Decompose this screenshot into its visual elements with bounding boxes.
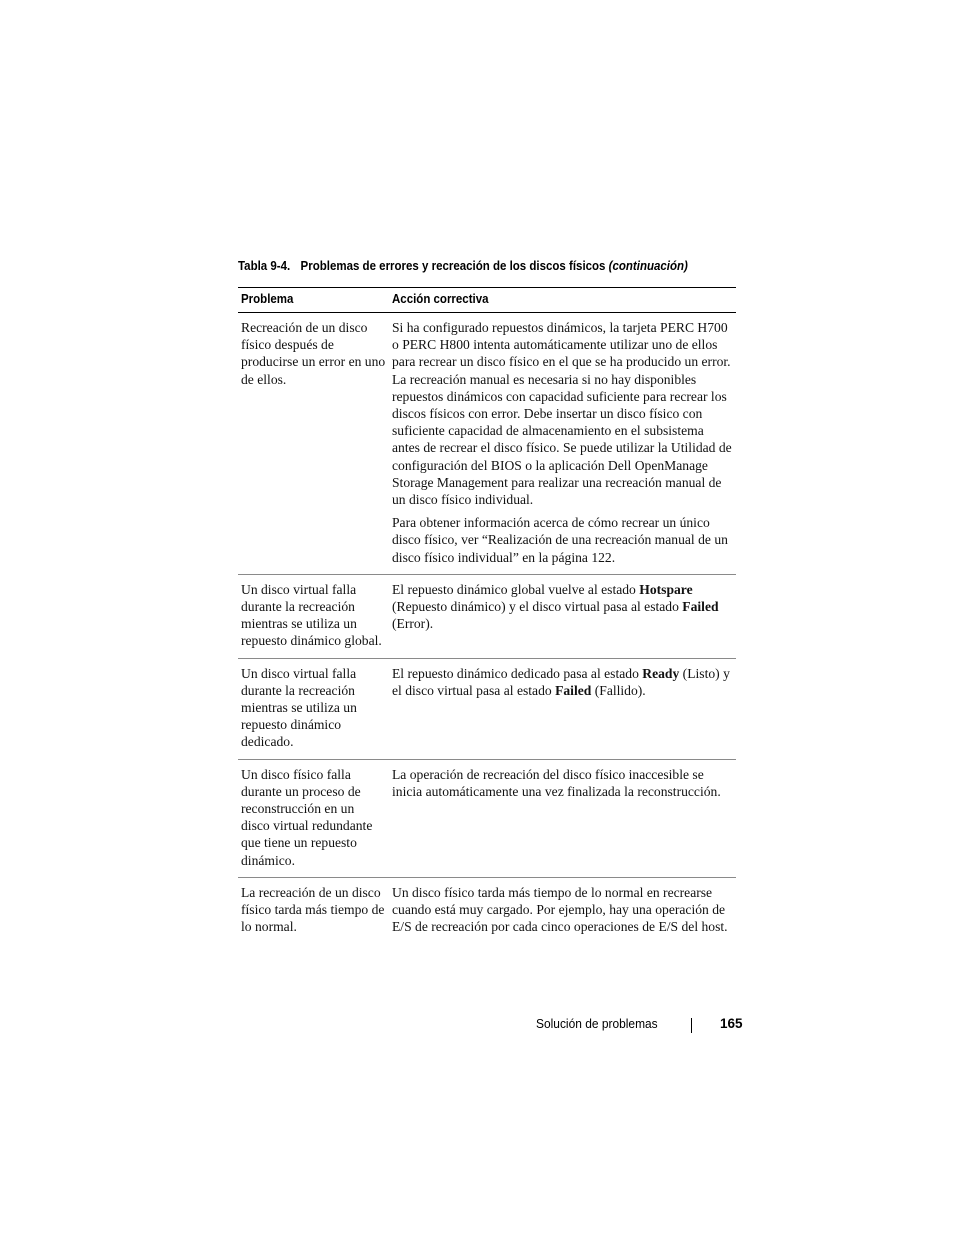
table-row [238,759,736,877]
action-cell [389,313,736,575]
table-caption [238,259,716,273]
status-term: Failed [682,599,719,615]
table-continuation: (continuación) [608,259,688,273]
table-title: Problemas de errores y recreación de los discos físicos [300,259,606,273]
problem-cell: Recreación de un disco físico después de producirse un error en uno de ellos. [238,313,389,575]
page-number: 165 [720,1016,743,1031]
troubleshooting-table [238,287,736,944]
status-term: Ready [642,665,680,681]
table-row [238,574,736,658]
header-problem: Problema [238,288,389,313]
table-number: Tabla 9-4. [238,259,291,273]
header-action: Acción correctiva [389,288,736,313]
action-cell: El repuesto dinámico global vuelve al estado Hotspare (Repuesto dinámico) y el disco virtual pasa al estado Failed (Error). [389,574,736,658]
problem-cell: La recreación de un disco físico tarda más tiempo de lo normal. [241,884,385,935]
status-term: Hotspare [639,581,693,597]
footer-section-title: Solución de problemas [536,1016,658,1031]
problem-cell: Un disco virtual falla durante la recreación mientras se utiliza un repuesto dinámico global. [238,574,389,658]
action-paragraph: Para obtener información acerca de cómo recrear un único disco físico, ver “Realización de una recreación manual de un disco físico individual” en la página 122. [392,515,728,565]
action-cell: La operación de recreación del disco físico inaccesible se inicia automáticamente una vez finalizada la reconstrucción. [389,759,736,877]
action-cell: Un disco físico tarda más tiempo de lo normal en recrearse cuando está muy cargado. Por ejemplo, hay una operación de E/S de recreación por cada cinco operaciones de E/S del host. [392,884,728,935]
status-term: Failed [555,682,592,698]
table-header-row [238,288,736,313]
problem-cell: Un disco físico falla durante un proceso de reconstrucción en un disco virtual redundante que tiene un repuesto dinámico. [238,759,389,877]
table-row [238,877,736,943]
table-row [238,313,736,575]
table-row [238,658,736,759]
problem-cell: Un disco virtual falla durante la recreación mientras se utiliza un repuesto dinámico dedicado. [238,658,389,759]
page-footer [536,1016,746,1036]
action-cell: El repuesto dinámico dedicado pasa al estado Ready (Listo) y el disco virtual pasa al estado Failed (Fallido). [389,658,736,759]
footer-divider [691,1018,692,1033]
action-paragraph: Si ha configurado repuestos dinámicos, la tarjeta PERC H700 o PERC H800 intenta automáticamente utilizar uno de ellos para recrear un disco físico en el que se ha producido un error. La recreación manual es necesaria si no hay disponibles repuestos dinámicos con capacidad suficiente para recrear los discos físicos con error. Debe insertar un disco físico con suficiente capacidad de almacenamiento en el subsistema antes de recrear el disco físico. Se puede utilizar la Utilidad de configuración del BIOS o la aplicación Dell OpenManage Storage Management para realizar una recreación manual de un disco físico individual. [392,320,732,508]
